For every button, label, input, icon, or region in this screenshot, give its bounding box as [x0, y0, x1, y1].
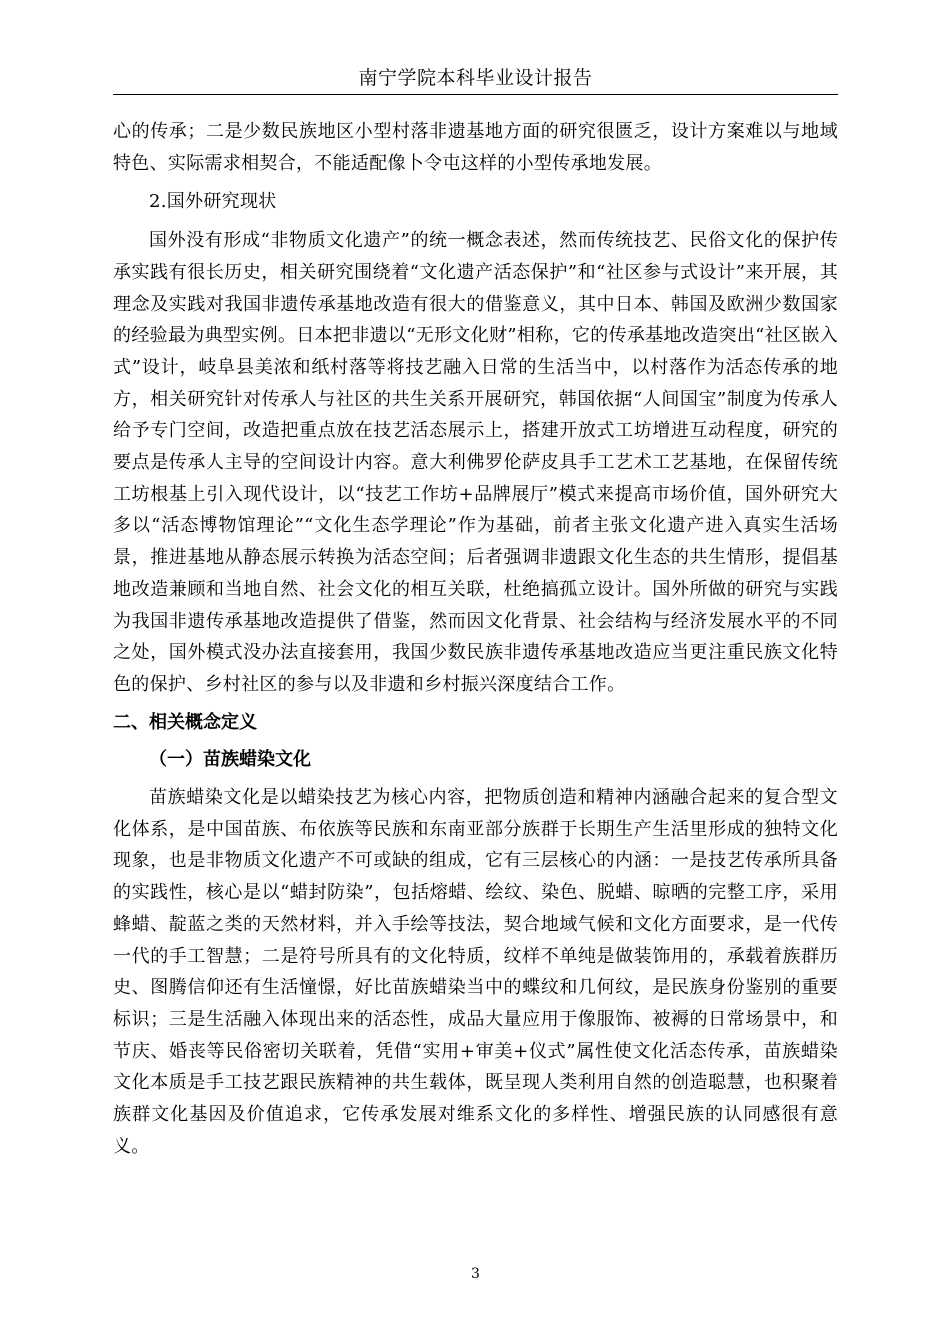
subsection-heading-miao-batik: （一）苗族蜡染文化 [149, 749, 311, 771]
page-number: 3 [471, 1266, 480, 1282]
header-rule [113, 94, 838, 95]
paragraph-foreign-research: 国外没有形成“非物质文化遗产”的统一概念表述，然而传统技艺、民俗文化的保护传承实践有很长历史，相关研究围绕着“文化遗产活态保护”和“社区参与式设计”来开展，其理念及实践对我国非遗传承基地改造有很大的借鉴意义，其中日本、韩国及欧洲少数国家的经验最为典型实例。日本把非遗以“无形文化财”相称，它的传承基地改造突出“社区嵌入式”设计，岐阜县美浓和纸村落等将技艺融入日常的生活当中，以村落作为活态传承的地方，相关研究针对传承人与社区的共生关系开展研究，韩国依据“人间国宝”制度为传承人给予专门空间，改造把重点放在技艺活态展示上，搭建开放式工坊增进互动程度，研究的要点是传承人主导的空间设计内容。意大利佛罗伦萨皮具手工艺术工艺基地，在保留传统工坊根基上引入现代设计，以“技艺工作坊+品牌展厅”模式来提高市场价值，国外研究大多以“活态博物馆理论”“文化生态学理论”作为基础，前者主张文化遗产进入真实生活场景，推进基地从静态展示转换为活态空间；后者强调非遗跟文化生态的共生情形，提倡基地改造兼顾和当地自然、社会文化的相互关联，杜绝搞孤立设计。国外所做的研究与实践为我国非遗传承基地改造提供了借鉴，然而因文化背景、社会结构与经济发展水平的不同之处，国外模式没办法直接套用，我国少数民族非遗传承基地改造应当更注重民族文化特色的保护、乡村社区的参与以及非遗和乡村振兴深度结合工作。 [113, 230, 838, 695]
paragraph-continued: 心的传承；二是少数民族地区小型村落非遗基地方面的研究很匮乏，设计方案难以与地域特色、实际需求相契合，不能适配像卜令屯这样的小型传承地发展。 [113, 121, 838, 174]
subheading-foreign-research: 2.国外研究现状 [149, 191, 277, 213]
document-page [113, 0, 838, 1344]
page-body [113, 116, 838, 1163]
paragraph-miao-batik: 苗族蜡染文化是以蜡染技艺为核心内容，把物质创造和精神内涵融合起来的复合型文化体系，是中国苗族、布依族等民族和东南亚部分族群于长期生产生活里形成的独特文化现象，也是非物质文化遗产不可或缺的组成，它有三层核心的内涵：一是技艺传承所具备的实践性，核心是以“蜡封防染”，包括熔蜡、绘纹、染色、脱蜡、晾晒的完整工序，采用蜂蜡、靛蓝之类的天然材料，并入手绘等技法，契合地域气候和文化方面要求，是一代传一代的手工智慧；二是符号所具有的文化特质，纹样不单纯是做装饰用的，承载着族群历史、图腾信仰还有生活憧憬，好比苗族蜡染当中的蝶纹和几何纹，是民族身份鉴别的重要标识；三是生活融入体现出来的活态性，成品大量应用于像服饰、被褥的日常场景中，和节庆、婚丧等民俗密切关联着，凭借“实用+审美+仪式”属性使文化活态传承，苗族蜡染文化本质是手工技艺跟民族精神的共生载体，既呈现人类利用自然的创造聪慧，也积聚着族群文化基因及价值追求，它传承发展对维系文化的多样性、增强民族的认同感很有意义。 [113, 787, 838, 1157]
section-heading-concepts: 二、相关概念定义 [113, 711, 257, 733]
running-header: 南宁学院本科毕业设计报告 [358, 67, 593, 89]
